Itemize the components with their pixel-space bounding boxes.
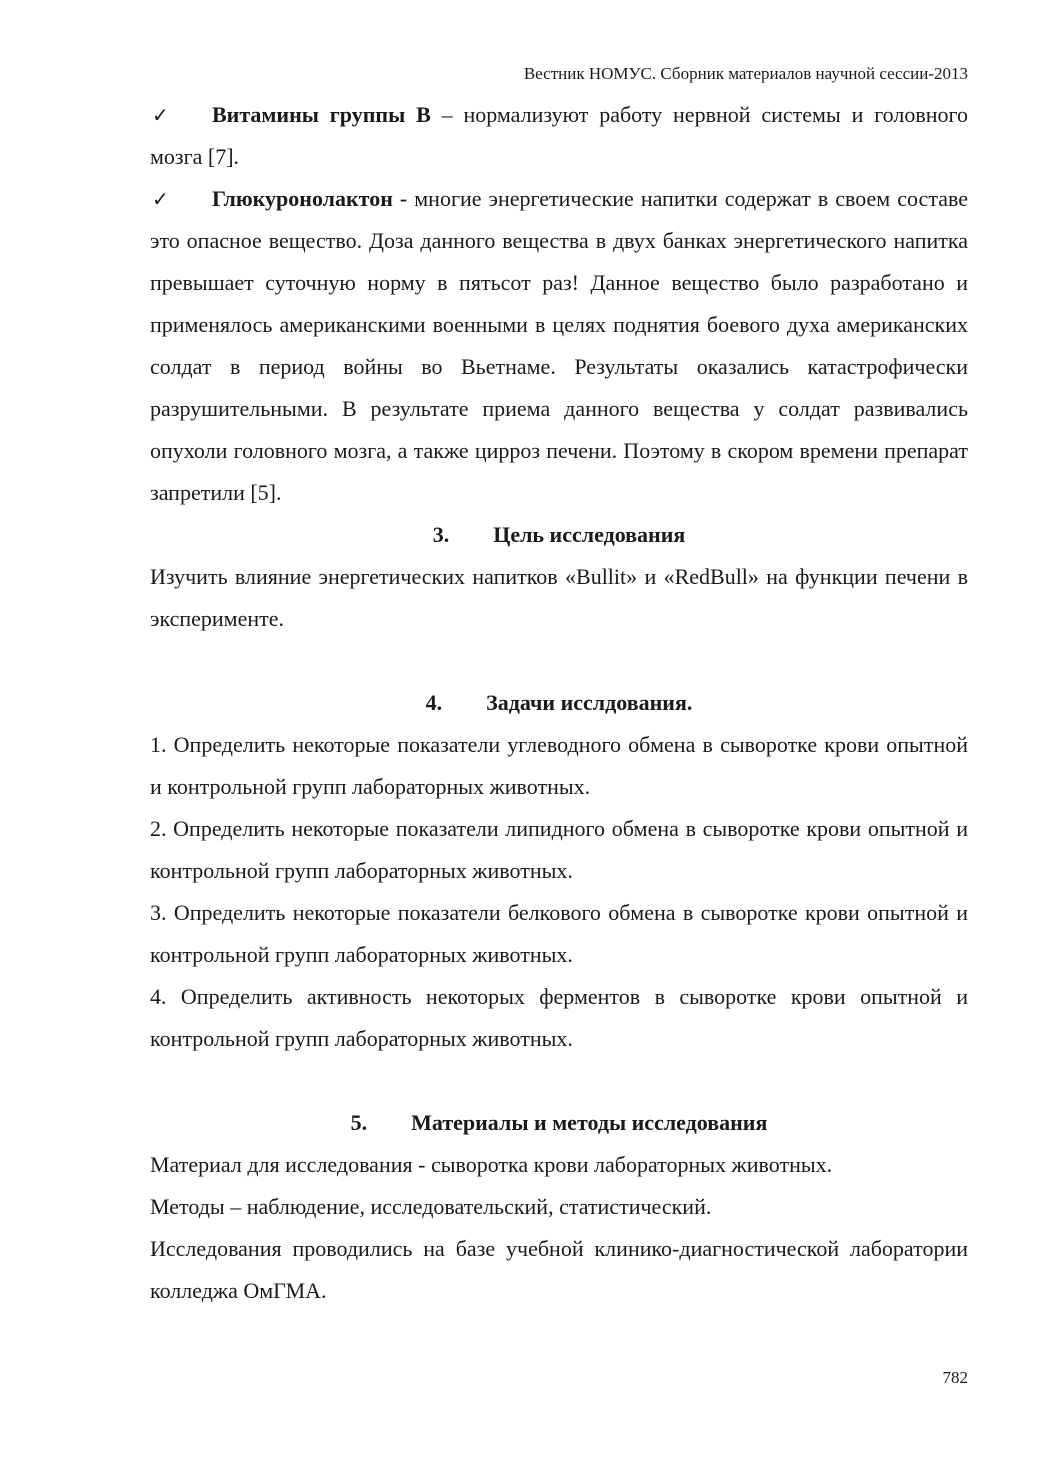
running-header: Вестник НОМУС. Сборник материалов научной сессии-2013 [523,64,968,83]
section-number: 3. [432,522,450,547]
task-item: 4. Определить активность некоторых ферментов в сыворотке крови опытной и контрольной групп лабораторных животных. [150,984,968,1051]
bullet-glucuronolactone [150,178,968,514]
methods-paragraph: Методы – наблюдение, исследовательский, статистический. [150,1194,712,1219]
spacer [150,1060,968,1102]
section-title: Цель исследования [493,522,686,547]
research-goal-paragraph: Изучить влияние энергетических напитков «Bullit» и «RedBull» на функции печени в эксперименте. [150,564,968,631]
section-heading-3 [150,514,968,556]
section-title: Материалы и методы исследования [411,1110,768,1135]
bullet-text: – нормализуют работу нервной системы и головного мозга [7]. [150,102,968,169]
checkmark-icon: ✓ [152,103,169,127]
section-number: 5. [350,1110,368,1135]
section-title: Задачи исслдования. [486,690,693,715]
section-heading-5 [150,1102,968,1144]
location-paragraph: Исследования проводились на базе учебной клинико-диагностической лаборатории колледжа ОмГМА. [150,1236,968,1303]
checkmark-icon: ✓ [152,187,169,211]
materials-paragraph: Материал для исследования - сыворотка крови лабораторных животных. [150,1152,833,1177]
section-heading-4 [150,682,968,724]
page-number: 782 [942,1368,968,1387]
task-item: 1. Определить некоторые показатели углеводного обмена в сыворотке крови опытной и контрольной групп лабораторных животных. [150,732,968,799]
bullet-text: многие энергетические напитки содержат в своем составе это опасное вещество. Доза данного вещества в двух банках энергетического напитка превышает суточную норму в пятьсот раз! Данное вещество было разработано и применялось американскими военными в целях поднятия боевого духа американских солдат в период войны во Вьетнаме. Результаты оказались катастрофически разрушительными. В результате приема данного вещества у солдат развивались опухоли головного мозга, а также цирроз печени. Поэтому в скором времени препарат запретили [5]. [150,186,968,505]
section-number: 4. [425,690,443,715]
spacer [150,640,968,682]
bullet-term: Витамины группы В [212,102,431,127]
task-item: 2. Определить некоторые показатели липидного обмена в сыворотке крови опытной и контрольной групп лабораторных животных. [150,816,968,883]
page-body [150,94,968,1312]
task-item: 3. Определить некоторые показатели белкового обмена в сыворотке крови опытной и контрольной групп лабораторных животных. [150,900,968,967]
bullet-vitamins-b [150,94,968,178]
bullet-term: Глюкуронолактон - [212,186,408,211]
